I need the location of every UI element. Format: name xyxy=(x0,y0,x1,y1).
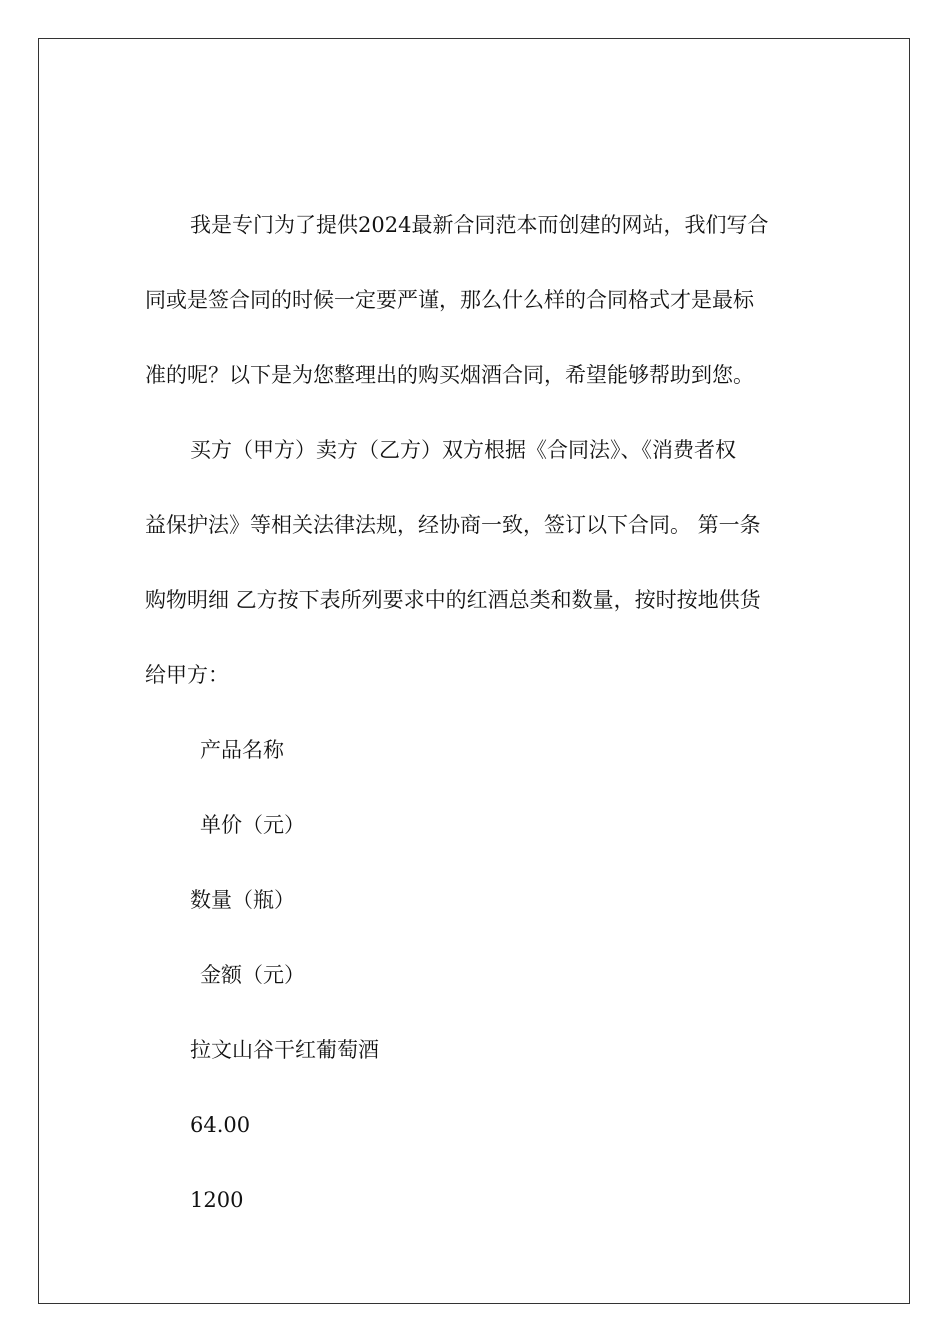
intro-line-3: 准的呢？以下是为您整理出的购买烟酒合同，希望能够帮助到您。 xyxy=(145,363,754,387)
table-header-quantity: 数量（瓶） xyxy=(190,888,295,912)
table-header-amount: 金额（元） xyxy=(200,963,305,987)
table-header-unit-price: 单价（元） xyxy=(200,813,305,837)
table-cell-quantity: 1200 xyxy=(190,1188,244,1212)
table-header-product-name: 产品名称 xyxy=(200,738,284,762)
table-cell-unit-price: 64.00 xyxy=(190,1113,251,1137)
intro-line-2: 同或是签合同的时候一定要严谨，那么什么样的合同格式才是最标 xyxy=(145,288,754,312)
clause-line-4: 给甲方： xyxy=(145,663,229,687)
clause-line-1: 买方（甲方）卖方（乙方）双方根据《合同法》、《消费者权 xyxy=(190,438,736,462)
clause-line-2: 益保护法》等相关法律法规，经协商一致，签订以下合同。 第一条 xyxy=(145,513,761,537)
intro-line-1: 我是专门为了提供2024最新合同范本而创建的网站，我们写合 xyxy=(190,213,769,237)
table-cell-product-name: 拉文山谷干红葡萄酒 xyxy=(190,1038,379,1062)
clause-line-3: 购物明细 乙方按下表所列要求中的红酒总类和数量，按时按地供货 xyxy=(145,588,761,612)
